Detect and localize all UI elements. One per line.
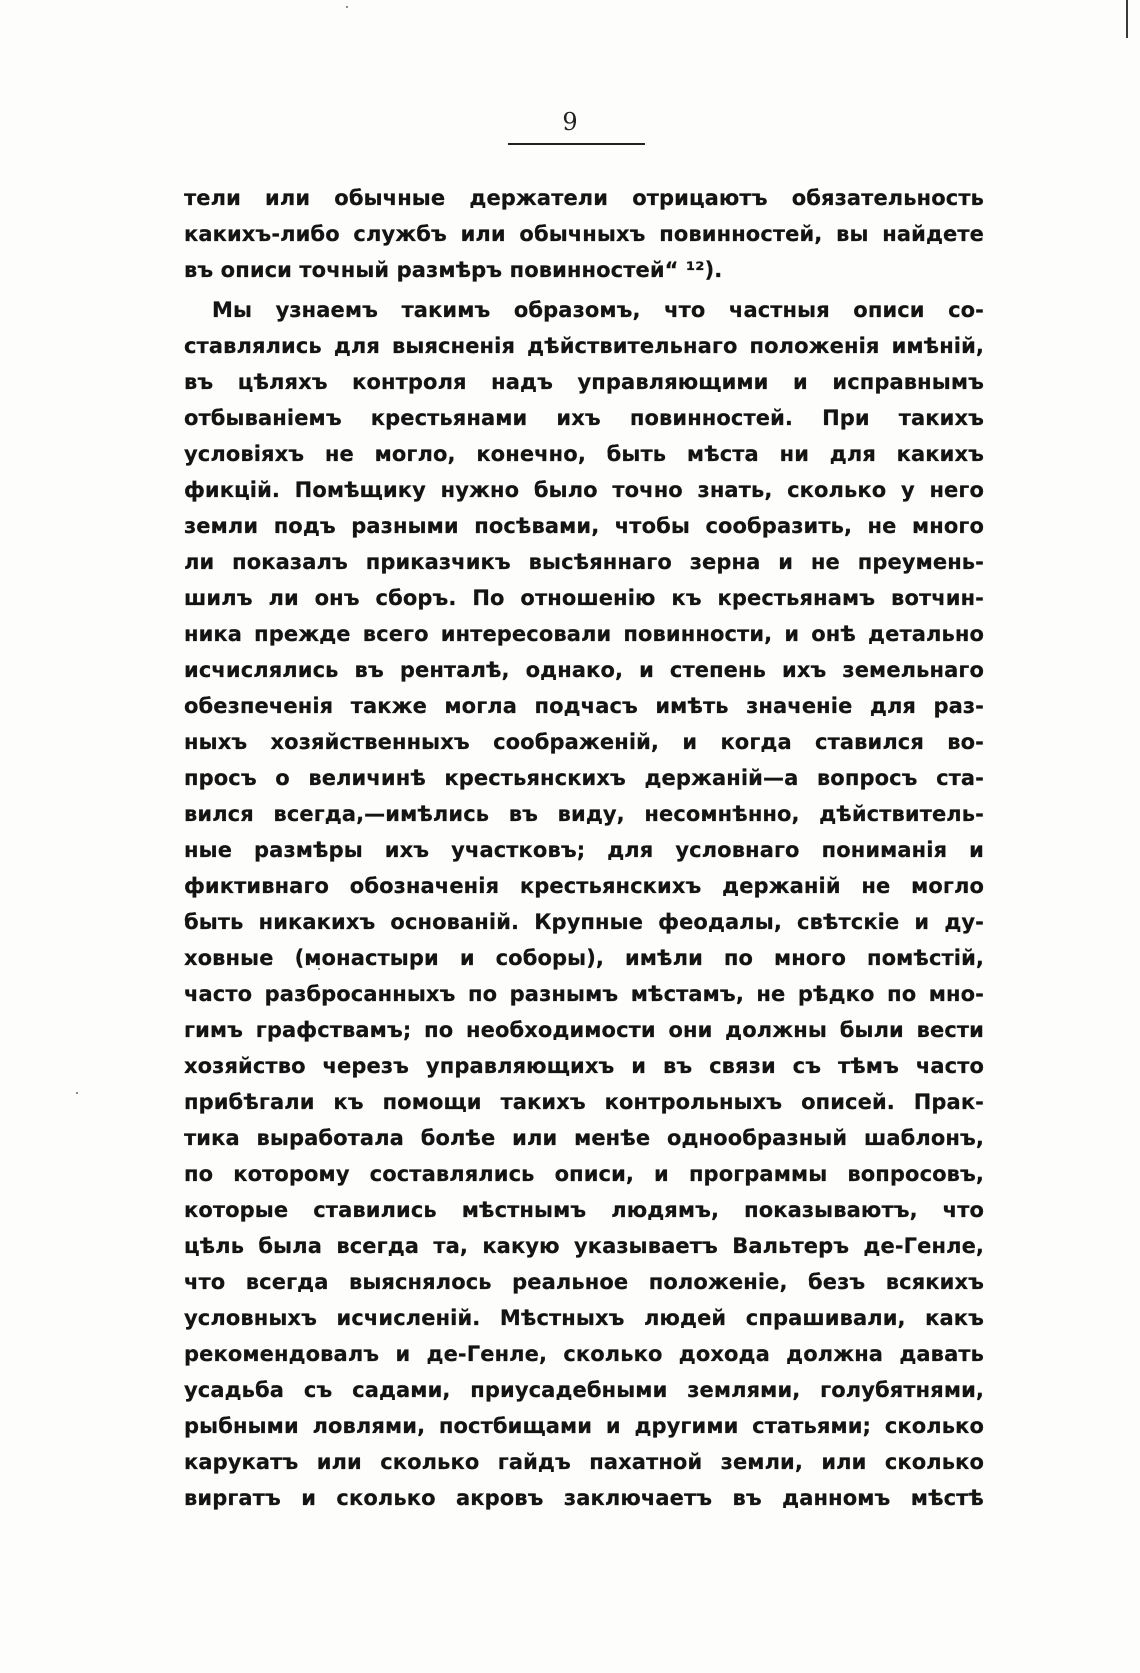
text-line: въ описи точный размѣръ повинностей“ ¹²).: [184, 258, 723, 282]
text-line: виргатъ и сколько акровъ заключаетъ въ данномъ мѣстѣ: [184, 1486, 984, 1510]
scan-speck: [346, 6, 348, 8]
text-line: исчислялись въ ренталѣ, однако, и степень ихъ земельнаго: [184, 658, 984, 682]
text-line: усадьба съ садами, приусадебными землями, голубятнями,: [184, 1378, 984, 1402]
text-line: часто разбросанныхъ по разнымъ мѣстамъ, не рѣдко по мно-: [184, 982, 984, 1006]
text-line: фикцій. Помѣщику нужно было точно знать, сколько у него: [184, 478, 984, 502]
text-line: условіяхъ не могло, конечно, быть мѣста ни для какихъ: [184, 442, 984, 466]
text-line: Мы узнаемъ такимъ образомъ, что частныя описи со-: [212, 298, 984, 322]
text-line: что всегда выяснялось реальное положеніе, безъ всякихъ: [184, 1270, 984, 1294]
text-line: ныхъ хозяйственныхъ соображеній, и когда ставился во-: [184, 730, 984, 754]
text-line: которые ставились мѣстнымъ людямъ, показываютъ, что: [184, 1198, 984, 1222]
text-line: земли подъ разными посѣвами, чтобы сообразить, не много: [184, 514, 984, 538]
text-line: тели или обычные держатели отрицаютъ обязательность: [184, 186, 984, 210]
body-text: [184, 180, 984, 1516]
text-line: условныхъ исчисленій. Мѣстныхъ людей спрашивали, какъ: [184, 1306, 984, 1330]
text-line: гимъ графствамъ; по необходимости они должны были вести: [184, 1018, 984, 1042]
text-line: вился всегда,—имѣлись въ виду, несомнѣнно, дѣйствитель-: [184, 802, 984, 826]
text-line: въ цѣляхъ контроля надъ управляющими и исправнымъ: [184, 370, 984, 394]
text-line: быть никакихъ основаній. Крупные феодалы, свѣтскіе и ду-: [184, 910, 984, 934]
text-line: рекомендовалъ и де-Генле, сколько дохода должна давать: [184, 1342, 984, 1366]
text-line: рыбными ловлями, постбищами и другими статьями; сколько: [184, 1414, 984, 1438]
text-line: ставлялись для выясненія дѣйствительнаго положенія имѣній,: [184, 334, 984, 358]
text-line: цѣль была всегда та, какую указываетъ Вальтеръ де-Генле,: [184, 1234, 984, 1258]
page-number: 9: [562, 108, 578, 136]
text-line: фиктивнаго обозначенія крестьянскихъ держаній не могло: [184, 874, 984, 898]
text-line: просъ о величинѣ крестьянскихъ держаній—а вопросъ ста-: [184, 766, 984, 790]
text-line: ные размѣры ихъ участковъ; для условнаго пониманія и: [184, 838, 984, 862]
text-line: отбываніемъ крестьянами ихъ повинностей. При такихъ: [184, 406, 984, 430]
text-line: ховные (монастыри и соборы), имѣли по много помѣстій,: [184, 946, 984, 970]
text-line: какихъ-либо службъ или обычныхъ повинностей, вы найдете: [184, 222, 984, 246]
text-line: прибѣгали къ помощи такихъ контрольныхъ описей. Прак-: [184, 1090, 984, 1114]
text-line: обезпеченія также могла подчасъ имѣть значеніе для раз-: [184, 694, 984, 718]
text-line: шилъ ли онъ сборъ. По отношенію къ крестьянамъ вотчин-: [184, 586, 984, 610]
text-line: хозяйство черезъ управляющихъ и въ связи съ тѣмъ часто: [184, 1054, 984, 1078]
text-line: ника прежде всего интересовали повинности, и онѣ детально: [184, 622, 984, 646]
text-line: ли показалъ приказчикъ высѣяннаго зерна и не преумень-: [184, 550, 984, 574]
header-rule: [508, 143, 645, 145]
text-line: по которому составлялись описи, и программы вопросовъ,: [184, 1162, 984, 1186]
text-line: тика выработала болѣе или менѣе однообразный шаблонъ,: [184, 1126, 984, 1150]
text-line: карукатъ или сколько гайдъ пахатной земли, или сколько: [184, 1450, 984, 1474]
scan-speck: [76, 1092, 78, 1094]
scan-edge-line: [1126, 0, 1128, 38]
